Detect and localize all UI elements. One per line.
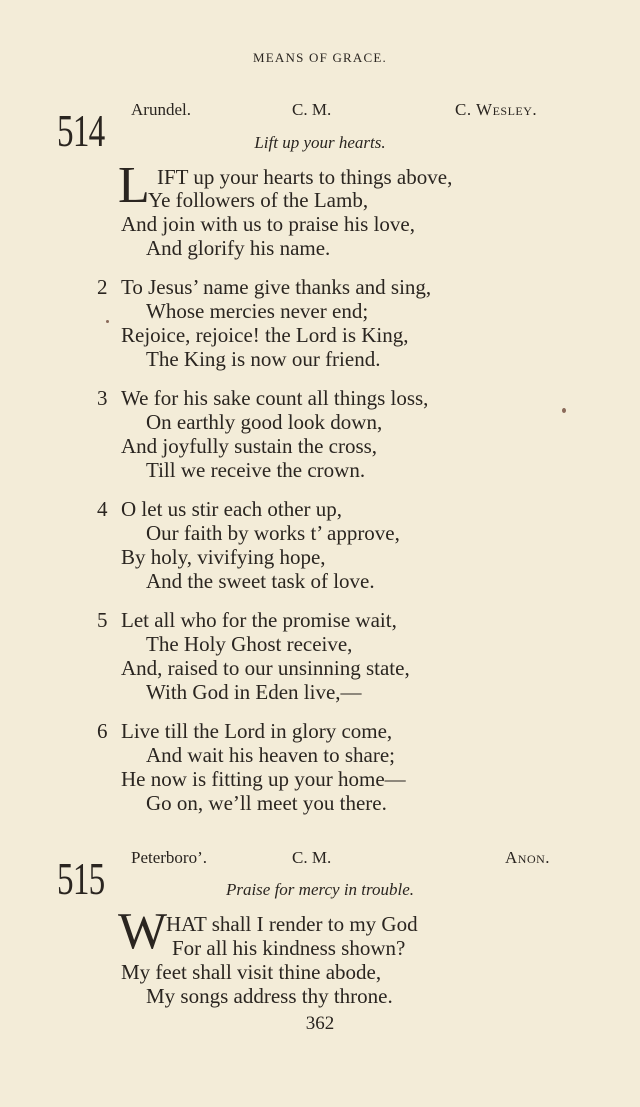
meter-515: C. M.: [292, 848, 332, 867]
verse-line: Live till the Lord in glory come,: [121, 719, 393, 743]
verse-number: 2: [97, 275, 108, 299]
verse-line: O let us stir each other up,: [121, 497, 343, 521]
verse-line: Rejoice, rejoice! the Lord is King,: [121, 323, 409, 347]
dropcap-515: W: [118, 903, 168, 960]
verse-line: Ye followers of the Lamb,: [148, 188, 369, 212]
verse-line: By holy, vivifying hope,: [121, 545, 326, 569]
verse-line: And wait his heaven to share;: [146, 743, 396, 767]
verse-line: My feet shall visit thine abode,: [121, 960, 382, 984]
subtitle-514: Lift up your hearts.: [254, 133, 386, 152]
verse-line: Till we receive the crown.: [146, 458, 366, 482]
verse-line: And glorify his name.: [146, 236, 331, 260]
author-515: Anon.: [505, 848, 551, 867]
verse-line: Whose mercies never end;: [146, 299, 369, 323]
hymn-number-515: 515: [57, 853, 105, 904]
subtitle-515: Praise for mercy in trouble.: [225, 880, 415, 899]
verse-line: With God in Eden live,—: [146, 680, 362, 704]
verse-line: And join with us to praise his love,: [121, 212, 415, 236]
verse-line: For all his kindness shown?: [172, 936, 406, 960]
tune-name-515: Peterboro’.: [131, 848, 208, 867]
author-514: C. Wesley.: [455, 100, 538, 119]
running-head: MEANS OF GRACE.: [253, 50, 387, 65]
verse-line: And, raised to our unsinning state,: [121, 656, 410, 680]
verse-number: 6: [97, 719, 108, 743]
tune-name-514: Arundel.: [131, 100, 191, 119]
verse-line: And joyfully sustain the cross,: [121, 434, 378, 458]
verse-line: IFT up your hearts to things above,: [157, 165, 453, 189]
verse-line: HAT shall I render to my God: [166, 912, 418, 936]
verse-line: To Jesus’ name give thanks and sing,: [121, 275, 432, 299]
dropcap-514: L: [118, 157, 150, 214]
verse-line: He now is fitting up your home—: [121, 767, 406, 791]
hymn-number-514: 514: [57, 105, 105, 156]
meter-514: C. M.: [292, 100, 332, 119]
verse-line: My songs address thy throne.: [146, 984, 393, 1008]
verse-line: And the sweet task of love.: [146, 569, 375, 593]
page-number: 362: [305, 1013, 335, 1034]
verse-line: Let all who for the promise wait,: [121, 608, 397, 632]
verse-line: The Holy Ghost receive,: [146, 632, 353, 656]
ink-speck: [106, 320, 109, 323]
verse-line: We for his sake count all things loss,: [121, 386, 429, 410]
verse-line: On earthly good look down,: [146, 410, 383, 434]
verse-line: The King is now our friend.: [146, 347, 381, 371]
ink-speck: [562, 408, 566, 413]
verse-number: 3: [97, 386, 108, 410]
verse-line: Go on, we’ll meet you there.: [146, 791, 387, 815]
verse-line: Our faith by works t’ approve,: [146, 521, 400, 545]
verse-number: 5: [97, 608, 108, 632]
verse-number: 4: [97, 497, 108, 521]
